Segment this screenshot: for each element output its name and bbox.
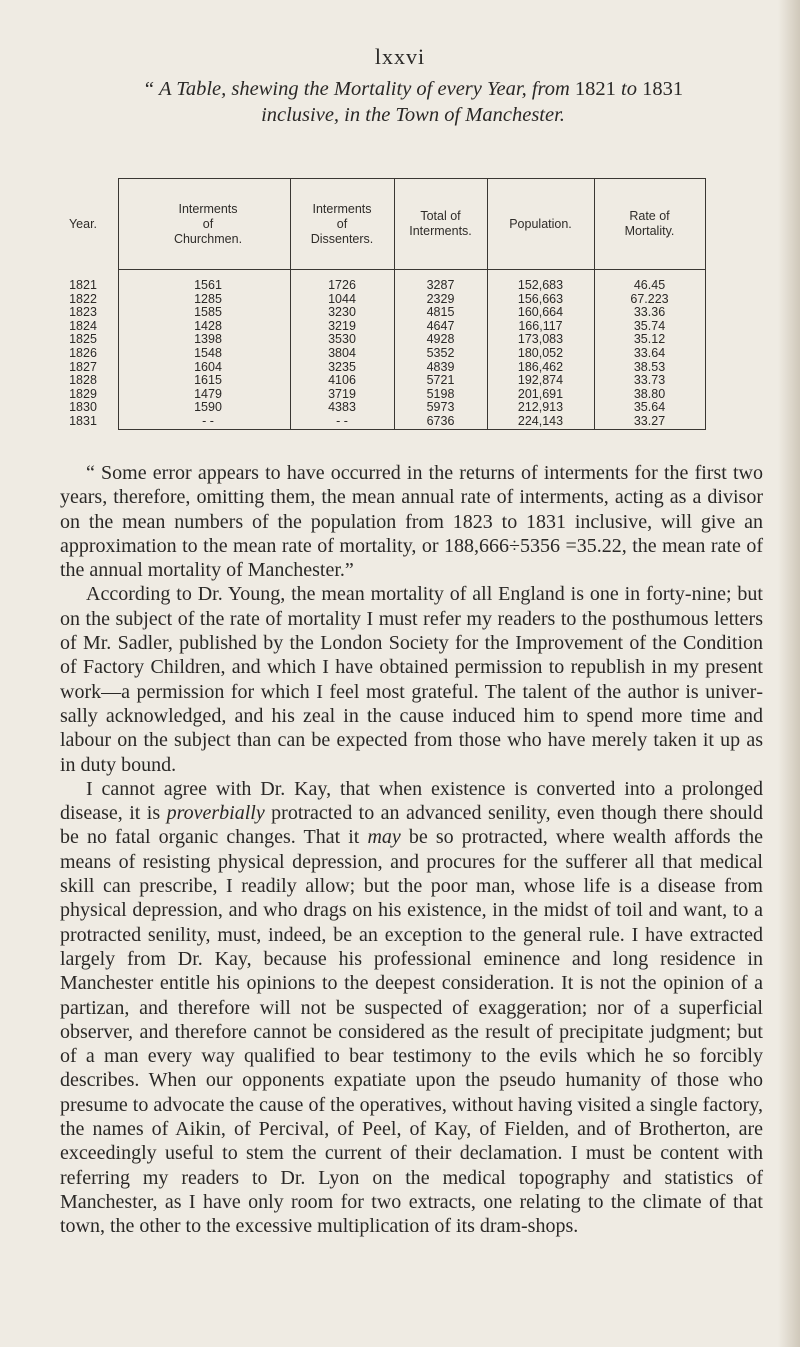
table-cell-churchmen: 1561: [194, 278, 222, 292]
table-cell-total: 5352: [426, 345, 455, 360]
header-total-text: Total of Interments.: [409, 209, 472, 238]
table-cell-rate: 35.74: [633, 318, 666, 333]
table-cell-dissenters: 3804: [328, 345, 356, 360]
table-cell-population: 224,143: [517, 413, 564, 428]
body-text: [60, 461, 763, 1239]
table-cell-dissenters: 3235: [328, 359, 356, 374]
caption-part2: to: [615, 78, 643, 100]
table-cell-rate: 35.12: [633, 332, 666, 347]
table-cell-rate: 33.36: [633, 305, 666, 320]
table-cell-churchmen: 1428: [194, 318, 222, 333]
caption-year-from: 1821: [574, 78, 616, 100]
table-cell-rate: 33.73: [633, 373, 666, 388]
table-cell-population: 192,874: [517, 373, 564, 388]
emphasis-proverbially: proverbially: [166, 802, 265, 825]
table-cell-churchmen: 1590: [194, 400, 222, 415]
page-number: lxxvi: [374, 44, 426, 69]
header-churchmen-text: Interments of Churchmen.: [173, 201, 243, 246]
table-cell-year: 1830: [69, 400, 97, 415]
table-cell-population: 212,913: [517, 400, 564, 415]
table-cell-churchmen: - -: [202, 413, 214, 428]
table-cell-total: 3287: [426, 278, 455, 292]
table-cell-total: 5198: [426, 386, 455, 401]
table-cell-population: 173,083: [517, 332, 564, 347]
table-cell-rate: 38.53: [633, 359, 666, 374]
paragraph: “ Some error appears to have occurred in the returns of interments for the first two years, therefore, omitting them, the mean annual rate of interments, acting as a divisor on the mean numbers of the population from 1823 to 1831 inclusive, will give an approximation to the mean rate of mortality, or 188,666÷5356 =35.22, the mean rate of the annual mortality of Manchester.”: [60, 462, 763, 582]
table-cell-total: 4815: [426, 305, 455, 320]
column-total: [394, 279, 487, 429]
table-cell-population: 152,683: [517, 278, 564, 292]
table-cell-year: 1827: [69, 359, 97, 374]
table-cell-churchmen: 1479: [194, 386, 222, 401]
header-year: [48, 179, 118, 269]
paragraph: [60, 777, 763, 1239]
table-cell-dissenters: 4383: [328, 400, 356, 415]
table-cell-rate: 46.45: [633, 278, 666, 292]
header-dissenters-text: Interments of Dissenters.: [310, 201, 374, 246]
table-cell-population: 201,691: [517, 386, 564, 401]
table-cell-total: 5721: [426, 373, 455, 388]
table-cell-dissenters: - -: [336, 413, 348, 428]
table-cell-population: 156,663: [517, 291, 564, 306]
table-cell-year: 1822: [69, 291, 97, 306]
paragraph: According to Dr. Young, the mean mortality of all England is one in forty-nine; but on the subject of the rate of mortality I must refer my readers to the posthumous letters of Mr. Sadler, published by the London Society for the Improvement of the Condition of Factory Children, and which I have obtained permission to republish in my present work—a permission for which I feel most grateful. The talent of the author is universally acknowledged, and his zeal in the cause induced him to spend more time and labour on the subject than can be expected from those who have merely taken it up as in duty bound.: [60, 583, 763, 776]
table-cell-rate: 33.27: [633, 413, 666, 428]
table-cell-year: 1821: [69, 278, 97, 292]
header-total: [394, 179, 487, 269]
table-cell-year: 1825: [69, 332, 97, 347]
column-population: [487, 279, 594, 429]
header-rate: [594, 179, 705, 269]
table-cell-population: 180,052: [517, 345, 564, 360]
table-cell-churchmen: 1615: [194, 373, 222, 388]
table-cell-dissenters: 1726: [328, 278, 356, 292]
table-cell-churchmen: 1285: [194, 291, 222, 306]
table-cell-churchmen: 1398: [194, 332, 222, 347]
caption-part1: “ A Table, shewing the Mortality of every Year, from: [142, 78, 575, 100]
header-population: [487, 179, 594, 269]
paragraph-text: be so protracted, where wealth affords the means of resisting physical depression, and procures for the sufferer all that medical skill can prescribe, I readily allow; but the poor man, whose life is a disease from physical depression, and who drags on his existence, in the midst of toil and want, to a protracted senility, must, indeed, be an exception to the general rule. I have extracted largely from Dr. Kay, because his professional eminence and long residence in Manchester entitle his opinions to the deepest consideration. It is not the opinion of a partizan, and therefore will not be suspected of exaggeration; nor of a superficial observer, and therefore cannot be considered as the result of precipitate judgment; but of a man every way qualified to bear testimony to the evils which he so forcibly describes. When our opponents expatiate upon the pseudo humanity of those who presume to advocate the cause of the operatives, without having visited a single factory, the names of Aikin, of Percival, of Peel, of Kay, of Fielden, and of Brotherton, are exceedingly useful to stem the current of their declamation. I must be content with referring my readers to Dr. Lyon on the medical topography and statistics of Manchester, as I have only room for two extracts, one relating to the climate of that town, the other to the excessive multiplication of its dram-shops.: [60, 826, 763, 1238]
table-border-right: [705, 179, 706, 429]
table-cell-churchmen: 1585: [194, 305, 222, 320]
table-cell-total: 4647: [426, 318, 455, 333]
header-rate-text: Rate of Mortality.: [624, 209, 675, 238]
emphasis-may: may: [367, 826, 401, 849]
table-cell-year: 1828: [69, 373, 97, 388]
table-cell-rate: 33.64: [633, 345, 666, 360]
column-year: [48, 279, 118, 429]
column-churchmen: [158, 279, 258, 429]
table-cell-dissenters: 3230: [328, 305, 356, 320]
table-cell-year: 1824: [69, 318, 97, 333]
table-cell-rate: 38.80: [633, 386, 666, 401]
header-population-text: Population.: [509, 216, 572, 231]
header-year-text: Year.: [68, 216, 98, 231]
table-caption: [68, 76, 758, 128]
table-cell-dissenters: 1044: [328, 291, 356, 306]
page-edge-shadow: [778, 0, 800, 1347]
caption-part3: inclusive, in the Town of Manchester.: [261, 104, 565, 126]
paragraph-text: protracted to an advanced senility, even though there should be no fatal organic changes. That it: [60, 802, 763, 849]
table-cell-year: 1826: [69, 345, 97, 360]
table-cell-year: 1823: [69, 305, 97, 320]
table-cell-population: 166,117: [518, 318, 563, 333]
table-cell-dissenters: 3219: [328, 318, 356, 333]
table-cell-churchmen: 1548: [194, 345, 222, 360]
mortality-table: [68, 178, 706, 430]
column-dissenters: [290, 279, 394, 429]
table-cell-dissenters: 3530: [328, 332, 356, 347]
table-cell-total: 4839: [426, 359, 455, 374]
table-cell-total: 4928: [426, 332, 455, 347]
table-cell-total: 5973: [426, 400, 455, 415]
header-churchmen: [138, 179, 278, 269]
table-cell-total: 2329: [426, 291, 455, 306]
table-cell-population: 160,664: [517, 305, 564, 320]
header-rule: [118, 269, 706, 270]
table-border-left: [118, 179, 119, 429]
table-cell-population: 186,462: [517, 359, 564, 374]
table-cell-rate: 67.223: [630, 291, 669, 306]
table-cell-churchmen: 1604: [194, 359, 222, 374]
table-cell-dissenters: 3719: [328, 386, 356, 401]
column-rate: [594, 279, 705, 429]
table-cell-rate: 35.64: [633, 400, 666, 415]
header-dissenters: [290, 179, 394, 269]
caption-year-to: 1831: [642, 78, 684, 100]
table-cell-year: 1831: [69, 413, 97, 428]
table-cell-year: 1829: [69, 386, 97, 401]
paragraph-text: I cannot agree with Dr. Kay, that when existence is converted into a prolonged disease, it is: [60, 777, 763, 825]
table-cell-dissenters: 4106: [328, 373, 356, 388]
table-cell-total: 6736: [426, 413, 455, 428]
